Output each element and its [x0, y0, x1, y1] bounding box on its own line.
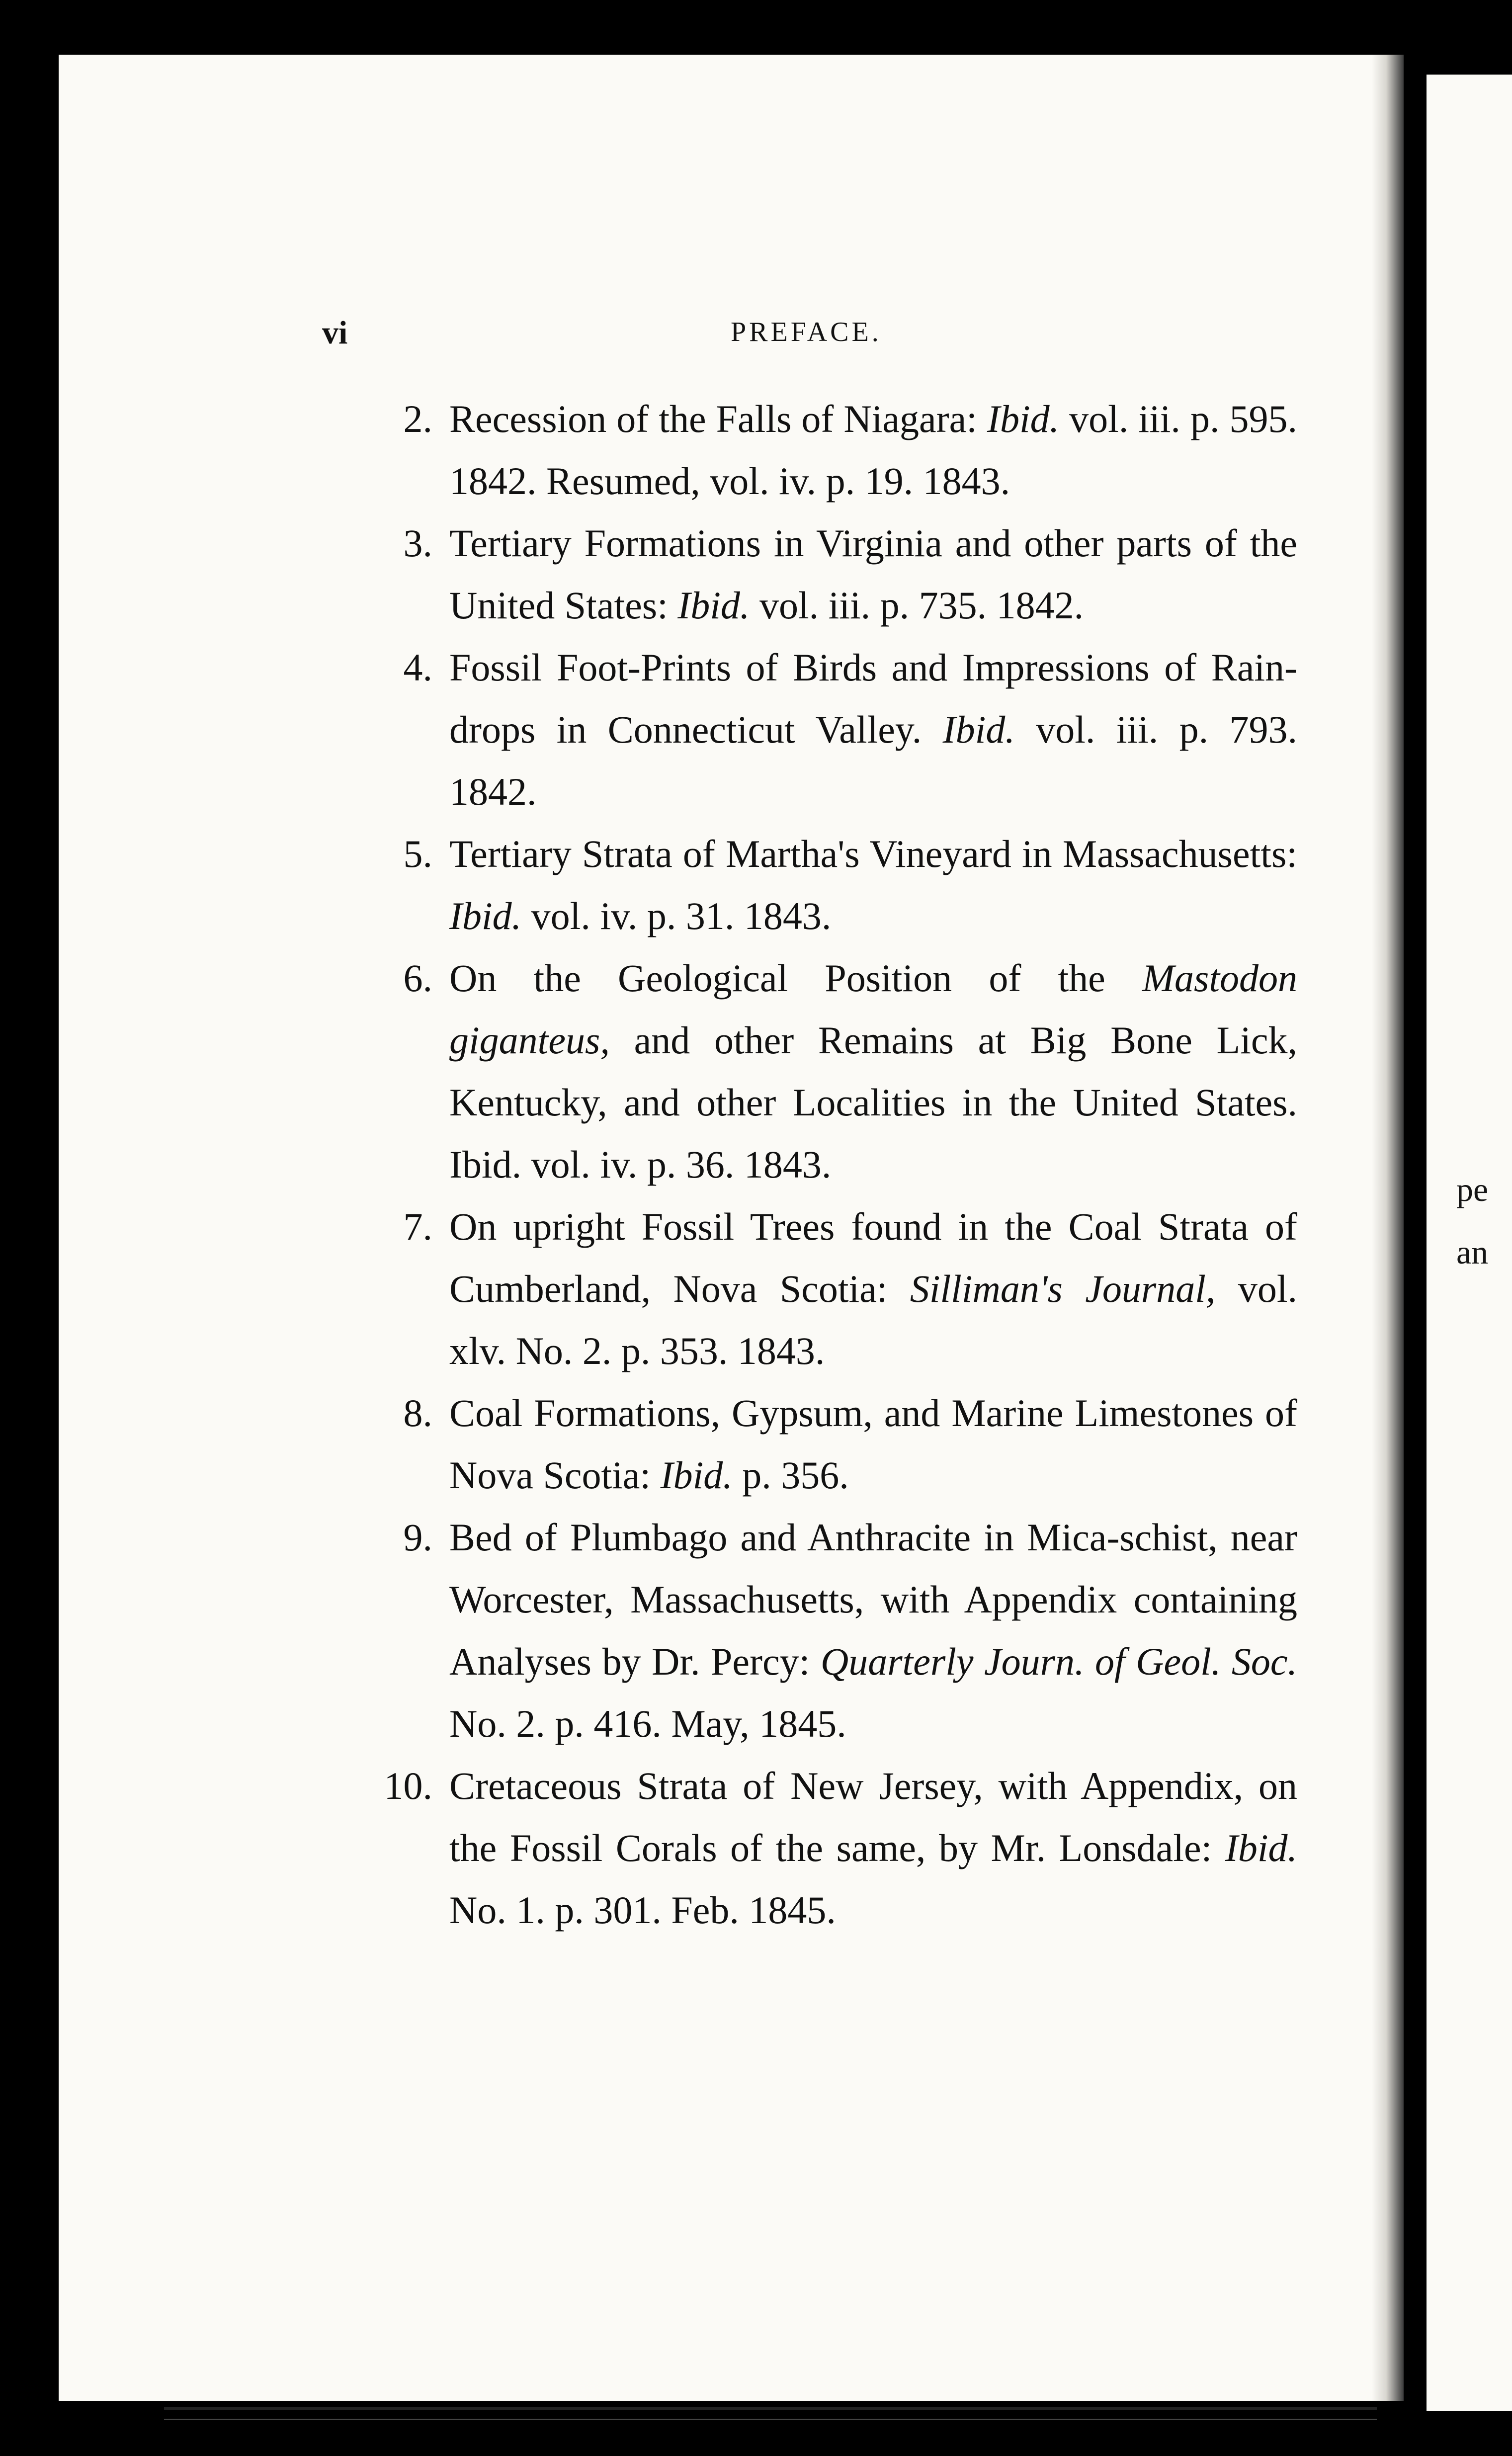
list-item — [383, 636, 1297, 823]
entry-text: Coal Formations, Gypsum, and Marine Limestones of Nova Scotia: Ibid. p. 356. — [449, 1391, 1297, 1497]
entry-number: 3. — [403, 521, 432, 565]
next-page-line-1: pe — [1456, 1171, 1489, 1208]
page-edge — [1372, 55, 1404, 2401]
entry-text: Fossil Foot-Prints of Birds and Impressions of Rain-drops in Connecticut Valley. Ibid. vol. iii. p. 793. 1842. — [449, 646, 1297, 813]
entry-number: 4. — [403, 646, 432, 689]
page-number: vi — [322, 315, 348, 351]
entry-text: Cretaceous Strata of New Jersey, with Appendix, on the Fossil Corals of the same, by Mr. Lonsdale: Ibid. No. 1. p. 301. Feb. 1845. — [449, 1764, 1297, 1932]
entry-text: On upright Fossil Trees found in the Coal Strata of Cumberland, Nova Scotia: Silliman's Journal, vol. xlv. No. 2. p. 353. 1843. — [449, 1205, 1297, 1372]
entry-number: 2. — [403, 397, 432, 440]
list-item — [383, 947, 1297, 1195]
entry-number: 10. — [384, 1764, 432, 1807]
entry-text: Bed of Plumbago and Anthracite in Mica-schist, near Worcester, Massachusetts, with Appendix containing Analyses by Dr. Percy: Quarterly Journ. of Geol. Soc. No. 2. p. 416. May, 1845. — [449, 1516, 1297, 1745]
running-head — [0, 314, 1512, 354]
next-page-fragment — [1456, 1158, 1488, 1283]
next-page-line-2: an — [1456, 1233, 1489, 1271]
entry-number: 7. — [403, 1205, 432, 1248]
entry-number: 6. — [403, 956, 432, 1000]
entry-text: On the Geological Position of the Mastodon giganteus, and other Remains at Big Bone Lick, Kentucky, and other Localities in the United States. Ibid. vol. iv. p. 36. 1843. — [449, 956, 1297, 1186]
list-item — [383, 512, 1297, 636]
list-item — [383, 823, 1297, 947]
list-item — [383, 1195, 1297, 1382]
bottom-rule — [164, 2407, 1377, 2410]
entry-number: 9. — [403, 1516, 432, 1559]
list-item — [383, 388, 1297, 512]
bibliography-list — [383, 388, 1297, 1941]
entry-number: 5. — [403, 832, 432, 875]
entry-text: Recession of the Falls of Niagara: Ibid. vol. iii. p. 595. 1842. Resumed, vol. iv. p. 19. 1843. — [449, 397, 1297, 503]
entry-text: Tertiary Formations in Virginia and other parts of the United States: Ibid. vol. iii. p. 735. 1842. — [449, 521, 1297, 627]
entry-number: 8. — [403, 1391, 432, 1435]
list-item — [383, 1755, 1297, 1941]
entry-text: Tertiary Strata of Martha's Vineyard in Massachusetts: Ibid. vol. iv. p. 31. 1843. — [449, 832, 1297, 937]
list-item — [383, 1382, 1297, 1506]
list-item — [383, 1506, 1297, 1755]
bottom-rule-thin — [164, 2419, 1377, 2420]
running-title: PREFACE. — [731, 317, 882, 347]
